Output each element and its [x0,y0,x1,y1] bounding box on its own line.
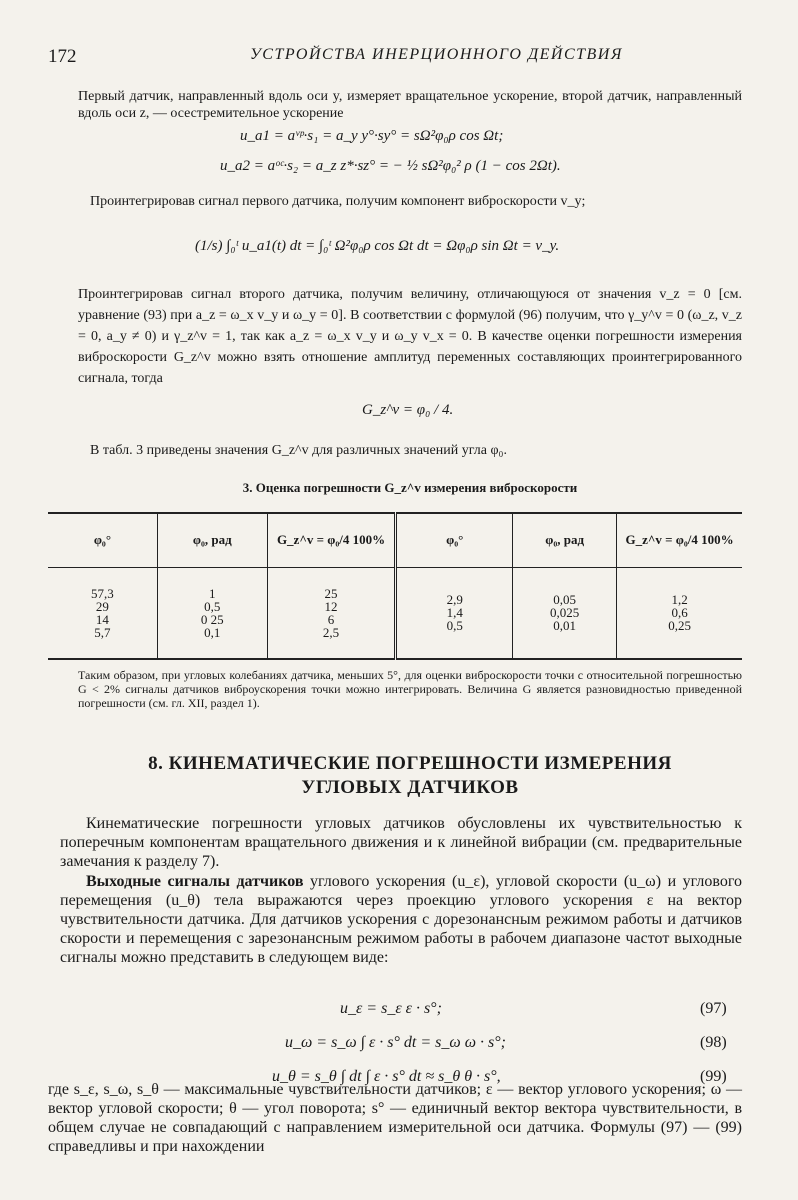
error-table [48,512,742,660]
equation-integral: (1/s) ∫₀ᵗ u_a1(t) dt = ∫₀ᵗ Ω²φ₀ρ cos Ωt dt = Ωφ₀ρ sin Ωt = v_y. [195,238,560,254]
equation-number-97: (97) [700,1000,727,1017]
table-cell: 0,5 [446,618,463,634]
table-cell: 0,1 [204,624,221,640]
table-intro: В табл. 3 приведены значения G_z^v для различных значений угла φ₀. [90,443,507,458]
table-cell: 1 [209,585,216,601]
table-cell: 29 [95,598,109,614]
equation-98: u_ω = s_ω ∫ ε · s° dt = s_ω ω · s°; [285,1034,506,1051]
section-title-line1: 8. КИНЕМАТИЧЕСКИЕ ПОГРЕШНОСТИ ИЗМЕРЕНИЯ [148,753,672,774]
table-cell: 25 [324,585,338,601]
table-cell: 1,4 [446,605,463,621]
conclusion-paragraph: Таким образом, при угловых колебаниях датчика, меньших 5°, для оценки виброскорости точки с относительной погрешностью G < 2% сигналы датчиков виброускорения точки можно интегрировать. Величина G является разновидностью приведенной погрешности (см. гл. XII, раздел 1). [78,668,742,710]
section-paragraph-1: Кинематические погрешности угловых датчиков обусловлены их чувствительностью к поперечным компонентам вращательного движения и к линейной вибрации (см. предварительные замечания к разделу 7). [60,815,742,870]
header-G-2: G_z^v = φ₀/4 100% [625,532,734,548]
section-paragraph-2 [60,872,742,967]
section-title-line2: УГЛОВЫХ ДАТЧИКОВ [301,777,519,798]
header-phi-rad-1: φ₀, рад [157,513,267,567]
table-cell: 0,6 [671,605,688,621]
header-phi-deg-2: φ₀° [396,513,513,567]
table-cell: 2,5 [322,624,340,640]
table-cell: 5,7 [94,624,111,640]
equation-ua2: u_a2 = aᵒᶜ·s₂ = a_z z*·sz° = − ½ sΩ²φ₀² ρ (1 − cos 2Ωt). [220,158,561,174]
header-G-1: G_z^v = φ₀/4 100% [267,513,396,567]
table-cell: 6 [327,611,335,627]
table-cell: 12 [324,598,338,614]
equation-ua1: u_a1 = aᵛᵖ·s₁ = a_y y°·sy° = sΩ²φ₀ρ cos Ωt; [240,128,504,144]
table-wrapper [48,512,742,660]
running-title: УСТРОЙСТВА ИНЕРЦИОННОГО ДЕЙСТВИЯ [250,46,623,63]
table-cell: 57,3 [91,585,114,601]
equation-99: u_θ = s_θ ∫ dt ∫ ε · s° dt ≈ s_θ θ · s°, [272,1068,501,1085]
header-phi-rad-2: φ₀, рад [513,513,617,567]
table-cell: 0,5 [204,598,221,614]
equation-G: G_z^v = φ₀ / 4. [362,402,454,418]
table-cell: 1,2 [671,592,688,608]
col-phi-rad-2 [513,567,617,659]
final-paragraph-text: где s_ε, s_ω, s_θ — максимальные чувствительности датчиков; ε — вектор углового ускорения; ω — вектор угловой скорости; θ — угол поворота; s° — единичный вектор вектора чувствительности, в общем случае не совпадающий с направлением измерительной оси датчика. Формулы (97) — (99) справедливы и при нахождении [48,1081,742,1155]
equation-number-99: (99) [700,1068,727,1085]
table-cell: 0,01 [553,618,576,634]
col-phi-deg-1 [48,567,157,659]
table-cell: 14 [95,611,109,627]
final-paragraph [48,1080,742,1156]
table-cell: 0 25 [200,611,224,627]
col-phi-deg-2 [396,567,513,659]
col-G-2 [617,567,742,659]
equation-number-98: (98) [700,1034,727,1051]
col-G-1 [267,567,396,659]
integrate-second-text: Проинтегрировав сигнал второго датчика, получим величину, отличающуюся от значения v_z = 0 [см. уравнение (93) при a_z = ω_x v_y и ω_y = 0]. В соответствии с формулой (96) получим, что γ_y^v = 0 (ω_z, v_z = 0, a_y ≠ 0) и γ_z^v = 1, так как a_z = ω_x v_y и ω_y v_x = 0. В качестве оценки погрешности измерения виброскорости G_z^v можно взять отношение амплитуд переменных составляющих проинтегрированного сигнала, тогда [78,287,742,386]
table-caption: 3. Оценка погрешности G_z^v измерения виброскорости [242,480,578,495]
intro-paragraph: Первый датчик, направленный вдоль оси y, измеряет вращательное ускорение, второй датчик, направленный вдоль оси z, — осестремительное ускорение [78,89,742,121]
header-phi-deg-1: φ₀° [48,513,157,567]
section-title [78,752,742,800]
paragraph-rest: углового ускорения (u_ε), угловой скорости (u_ω) и углового перемещения (u_θ) тела выражаются через проекцию углового ускорения ε на вектор чувствительности датчика. Для датчиков ускорения с дорезонансным режимом работы и датчиков скорости и перемещения с зарезонансным режимом работы в рабочем диапазоне частот выходные сигналы можно представить в следующем виде: [60,873,742,966]
table-cell: 0,25 [668,618,691,634]
table-cell: 0,025 [550,605,580,621]
paragraph-lead: Выходные сигналы датчиков [86,873,304,890]
equation-97: u_ε = s_ε ε · s°; [340,1000,442,1017]
table-cell: 2,9 [446,592,463,608]
page-number: 172 [48,46,77,67]
integrate-first-text: Проинтегрировав сигнал первого датчика, получим компонент виброскорости v_y; [90,194,586,209]
col-phi-rad-1 [157,567,267,659]
table-cell: 0,05 [553,592,576,608]
